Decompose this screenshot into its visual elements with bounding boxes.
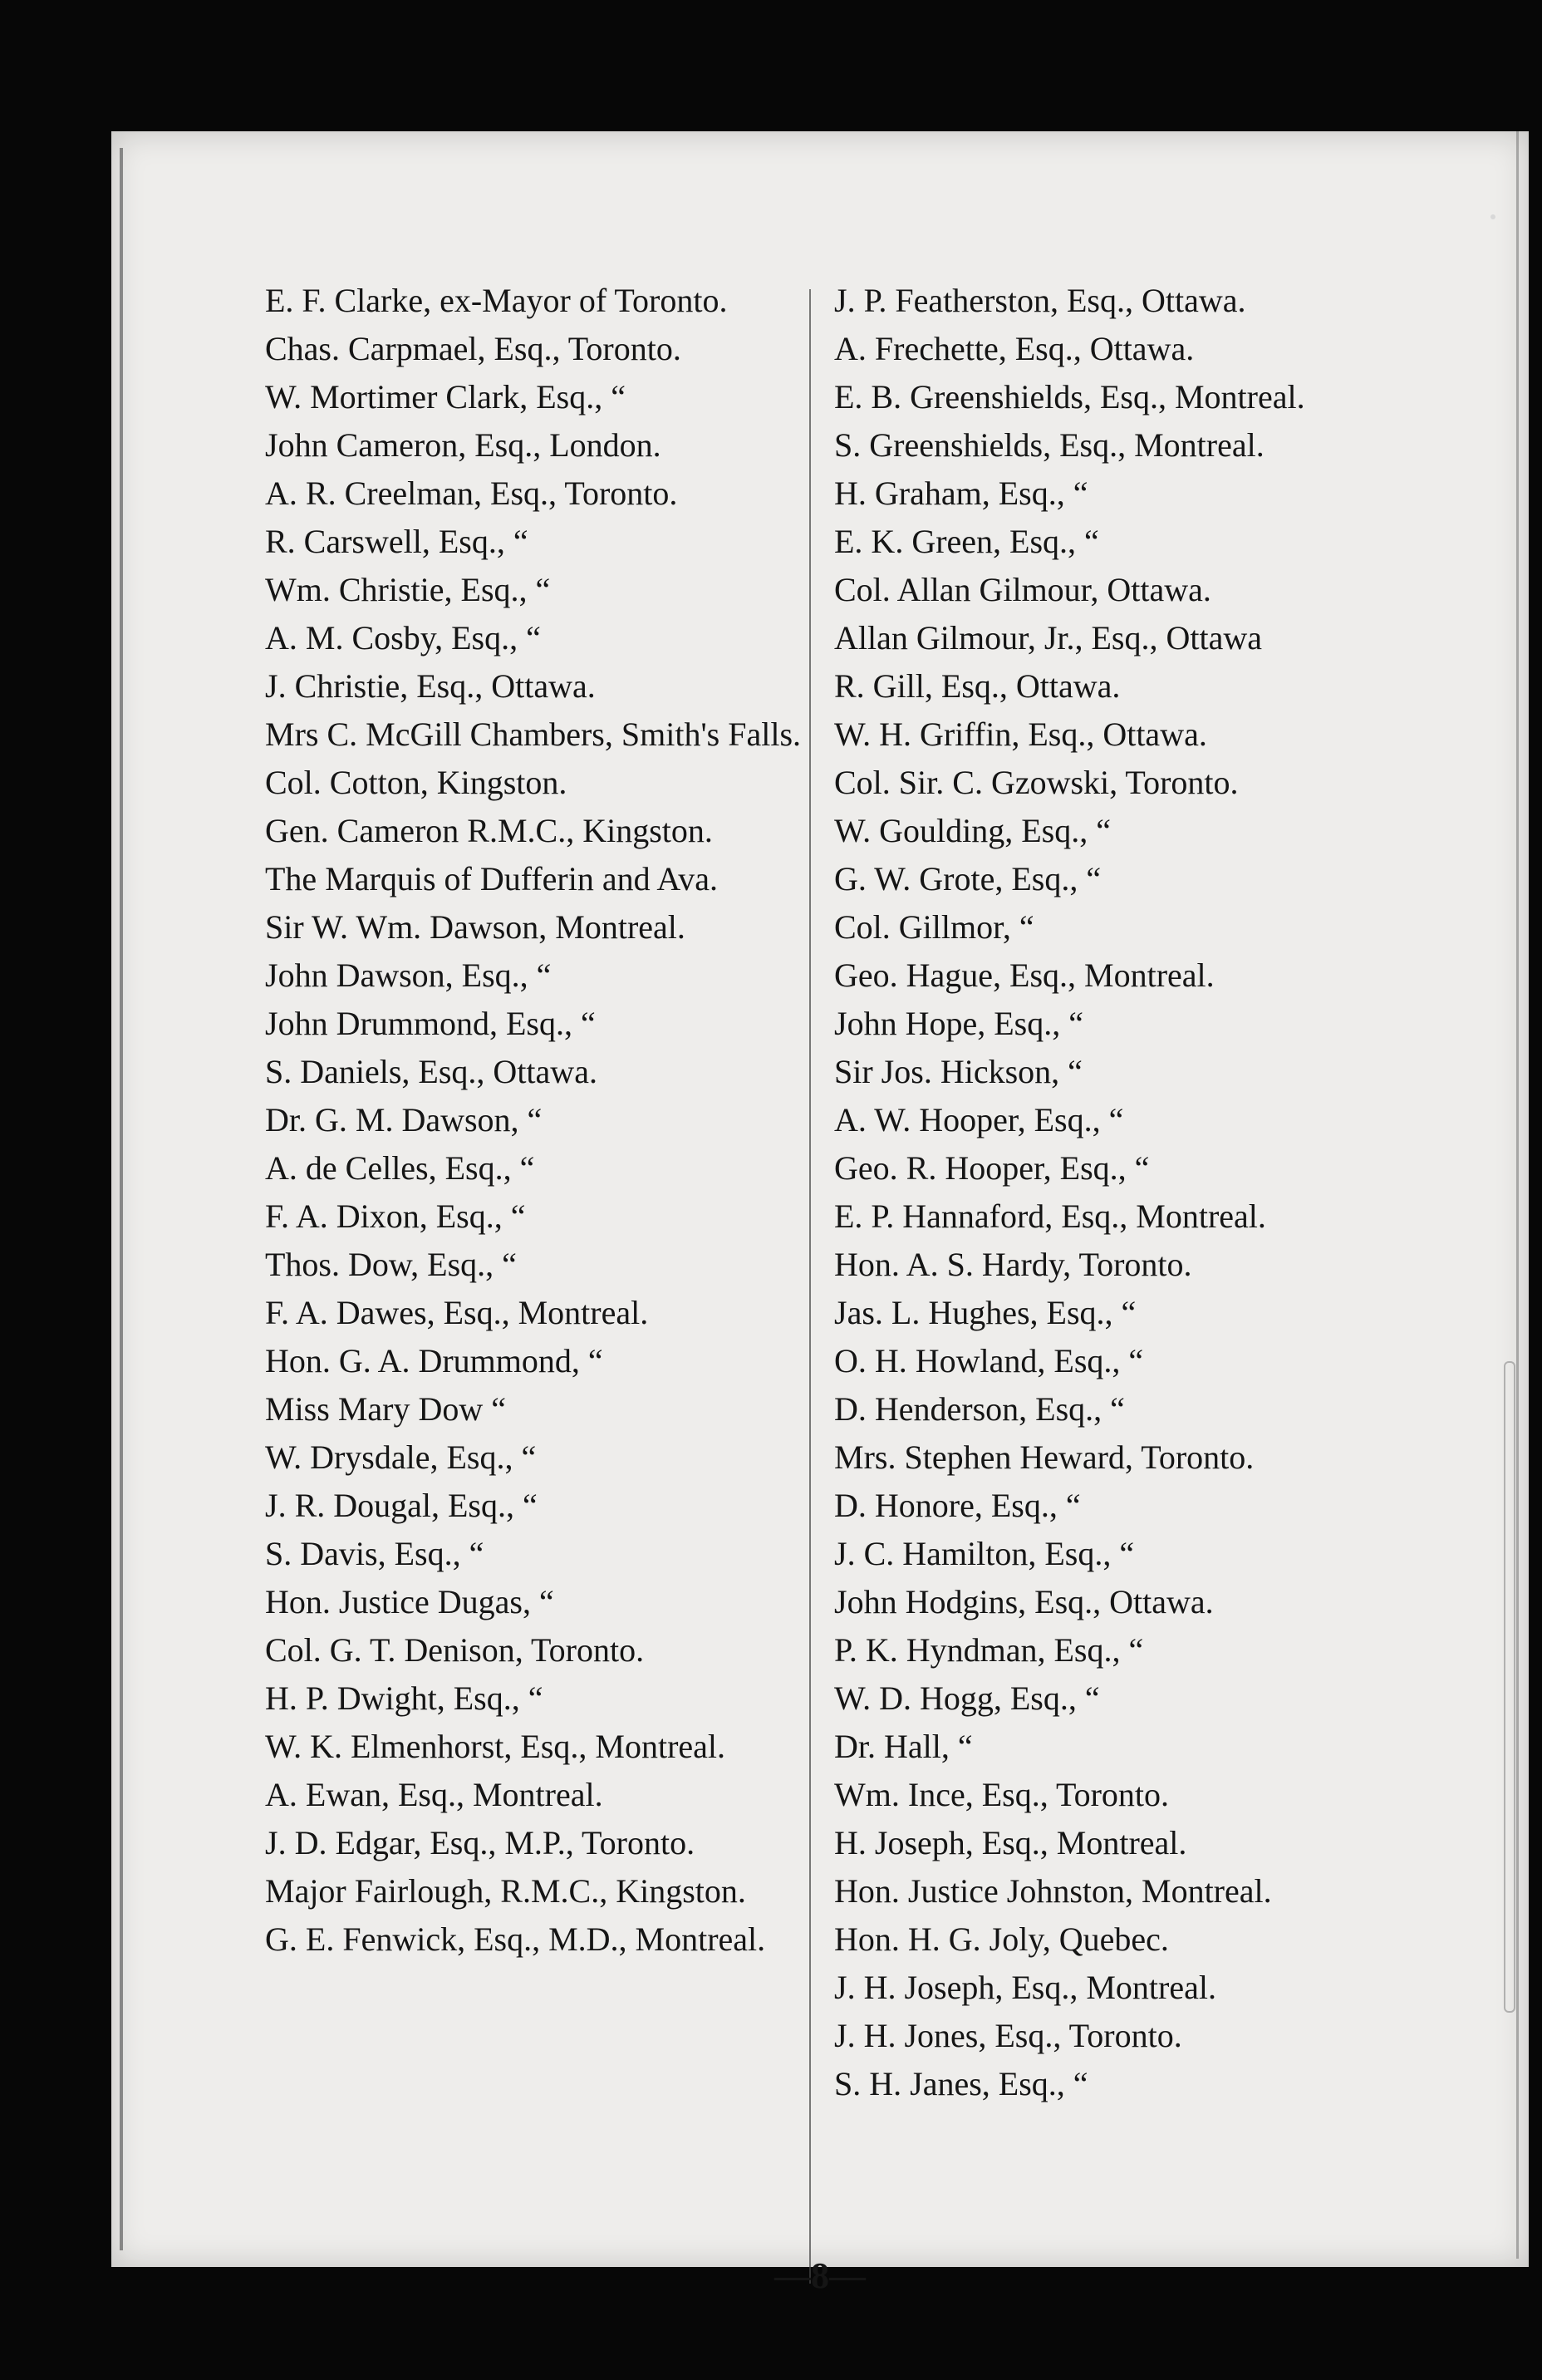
subscriber-entry: E. B. Greenshields, Esq., Montreal. (834, 378, 1305, 416)
subscriber-entry: F. A. Dawes, Esq., Montreal. (265, 1294, 649, 1331)
subscriber-entry: Geo. R. Hooper, Esq., “ (834, 1149, 1150, 1187)
subscriber-entry: W. Drysdale, Esq., “ (265, 1438, 537, 1476)
subscriber-entry: Dr. Hall, “ (834, 1728, 973, 1765)
subscriber-entry: D. Henderson, Esq., “ (834, 1390, 1125, 1428)
subscriber-entry: Col. Cotton, Kingston. (265, 764, 567, 801)
document-page (111, 131, 1529, 2296)
subscriber-entry: A. W. Hooper, Esq., “ (834, 1101, 1124, 1138)
subscriber-entry: Major Fairlough, R.M.C., Kingston. (265, 1872, 746, 1910)
subscriber-entry: A. de Celles, Esq., “ (265, 1149, 535, 1187)
subscriber-entry: W. Goulding, Esq., “ (834, 812, 1111, 849)
page-number: —8— (774, 2255, 866, 2296)
subscriber-entry: Gen. Cameron R.M.C., Kingston. (265, 812, 713, 849)
subscriber-entry: Allan Gilmour, Jr., Esq., Ottawa (834, 619, 1262, 656)
subscriber-entry: Col. G. T. Denison, Toronto. (265, 1631, 645, 1669)
subscriber-entry: A. R. Creelman, Esq., Toronto. (265, 475, 678, 512)
subscriber-entry: J. P. Featherston, Esq., Ottawa. (834, 282, 1246, 319)
subscriber-entry: Col. Allan Gilmour, Ottawa. (834, 571, 1211, 608)
subscriber-entry: Hon. G. A. Drummond, “ (265, 1342, 603, 1379)
column-divider (809, 289, 811, 2284)
subscriber-entry: R. Carswell, Esq., “ (265, 523, 528, 560)
left-column (265, 277, 830, 1964)
subscriber-entry: Mrs C. McGill Chambers, Smith's Falls. (265, 715, 802, 753)
paper-speck (1490, 214, 1495, 219)
subscriber-entry: John Drummond, Esq., “ (265, 1005, 596, 1042)
subscriber-entry: The Marquis of Dufferin and Ava. (265, 860, 719, 897)
subscriber-entry: W. Mortimer Clark, Esq., “ (265, 378, 626, 416)
subscriber-entry: Miss Mary Dow “ (265, 1390, 506, 1428)
subscriber-entry: H. Graham, Esq., “ (834, 475, 1088, 512)
subscriber-entry: E. F. Clarke, ex-Mayor of Toronto. (265, 282, 728, 319)
subscriber-entry: E. K. Green, Esq., “ (834, 523, 1099, 560)
page-right-edge (1516, 131, 1519, 2259)
subscriber-entry: John Hodgins, Esq., Ottawa. (834, 1583, 1214, 1620)
subscriber-entry: E. P. Hannaford, Esq., Montreal. (834, 1197, 1266, 1235)
subscriber-entry: Wm. Christie, Esq., “ (265, 571, 551, 608)
binding-mark (1504, 1361, 1515, 2013)
subscriber-entry: Thos. Dow, Esq., “ (265, 1246, 517, 1283)
subscriber-entry: O. H. Howland, Esq., “ (834, 1342, 1144, 1379)
subscriber-entry: D. Honore, Esq., “ (834, 1487, 1081, 1524)
subscriber-entry: P. K. Hyndman, Esq., “ (834, 1631, 1144, 1669)
subscriber-entry: Sir W. Wm. Dawson, Montreal. (265, 908, 685, 946)
subscriber-entry: A. M. Cosby, Esq., “ (265, 619, 541, 656)
subscriber-entry: Hon. Justice Dugas, “ (265, 1583, 554, 1620)
subscriber-entry: Geo. Hague, Esq., Montreal. (834, 956, 1215, 994)
subscriber-entry: John Hope, Esq., “ (834, 1005, 1083, 1042)
subscriber-entry: W. K. Elmenhorst, Esq., Montreal. (265, 1728, 726, 1765)
subscriber-entry: Sir Jos. Hickson, “ (834, 1053, 1083, 1090)
subscriber-entry: J. D. Edgar, Esq., M.P., Toronto. (265, 1824, 695, 1861)
subscriber-entry: H. Joseph, Esq., Montreal. (834, 1824, 1187, 1861)
subscriber-entry: Jas. L. Hughes, Esq., “ (834, 1294, 1137, 1331)
subscriber-entry: John Cameron, Esq., London. (265, 426, 661, 464)
subscriber-entry: G. W. Grote, Esq., “ (834, 860, 1102, 897)
subscriber-entry: H. P. Dwight, Esq., “ (265, 1679, 543, 1717)
subscriber-entry: Hon. H. G. Joly, Quebec. (834, 1920, 1169, 1958)
subscriber-entry: A. Frechette, Esq., Ottawa. (834, 330, 1195, 367)
subscriber-entry: W. D. Hogg, Esq., “ (834, 1679, 1100, 1717)
subscriber-entry: Chas. Carpmael, Esq., Toronto. (265, 330, 681, 367)
right-column (834, 277, 1399, 2108)
subscriber-entry: Hon. A. S. Hardy, Toronto. (834, 1246, 1192, 1283)
page-left-edge (120, 148, 123, 2250)
subscriber-entry: J. H. Jones, Esq., Toronto. (834, 2017, 1182, 2054)
subscriber-entry: A. Ewan, Esq., Montreal. (265, 1776, 603, 1813)
subscriber-entry: F. A. Dixon, Esq., “ (265, 1197, 526, 1235)
subscriber-entry: J. Christie, Esq., Ottawa. (265, 667, 596, 705)
subscriber-entry: W. H. Griffin, Esq., Ottawa. (834, 715, 1207, 753)
subscriber-entry: J. H. Joseph, Esq., Montreal. (834, 1969, 1216, 2006)
subscriber-entry: S. H. Janes, Esq., “ (834, 2065, 1088, 2102)
subscriber-entry: Wm. Ince, Esq., Toronto. (834, 1776, 1170, 1813)
subscriber-entry: S. Daniels, Esq., Ottawa. (265, 1053, 597, 1090)
subscriber-entry: Col. Sir. C. Gzowski, Toronto. (834, 764, 1239, 801)
subscriber-entry: Col. Gillmor, “ (834, 908, 1034, 946)
subscriber-entry: J. R. Dougal, Esq., “ (265, 1487, 538, 1524)
subscriber-entry: R. Gill, Esq., Ottawa. (834, 667, 1121, 705)
subscriber-entry: S. Davis, Esq., “ (265, 1535, 484, 1572)
subscriber-entry: J. C. Hamilton, Esq., “ (834, 1535, 1135, 1572)
subscriber-entry: John Dawson, Esq., “ (265, 956, 552, 994)
subscriber-entry: Mrs. Stephen Heward, Toronto. (834, 1438, 1255, 1476)
subscriber-entry: G. E. Fenwick, Esq., M.D., Montreal. (265, 1920, 766, 1958)
subscriber-entry: Hon. Justice Johnston, Montreal. (834, 1872, 1272, 1910)
subscriber-entry: S. Greenshields, Esq., Montreal. (834, 426, 1265, 464)
subscriber-entry: Dr. G. M. Dawson, “ (265, 1101, 543, 1138)
